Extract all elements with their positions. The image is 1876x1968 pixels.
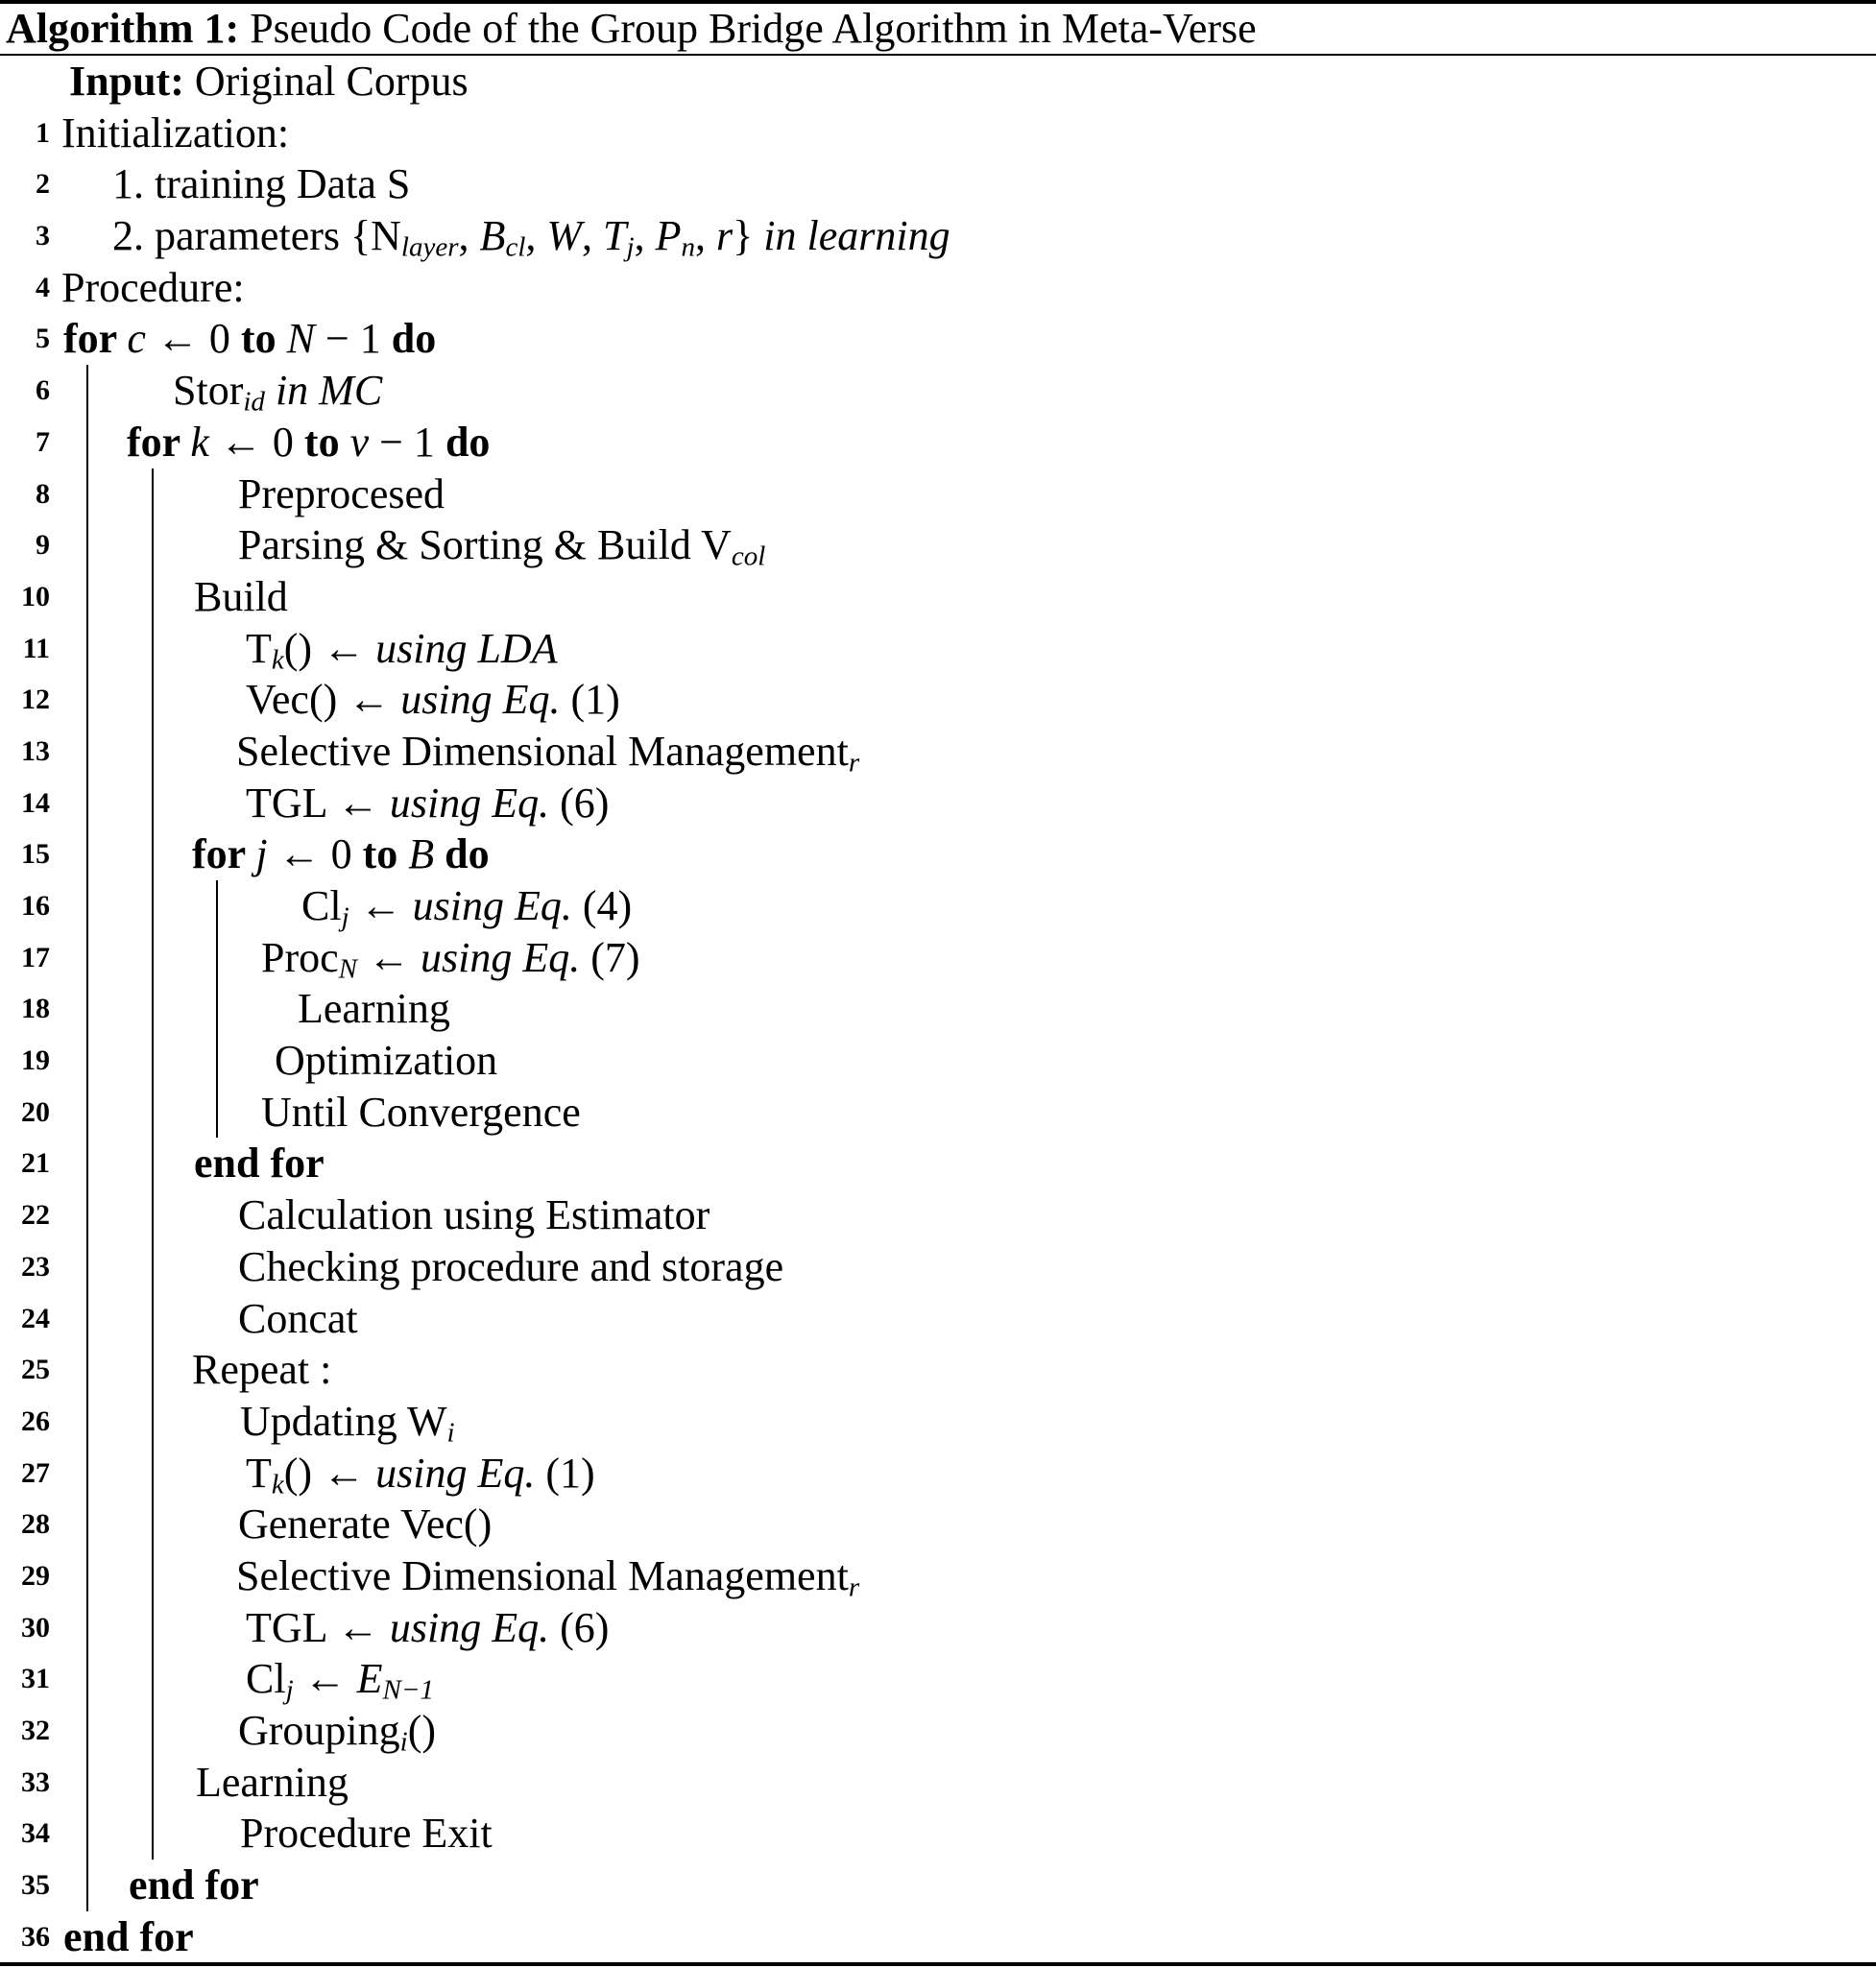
code-line-8 bbox=[0, 468, 1876, 520]
text-segment: r bbox=[848, 1572, 860, 1603]
text-segment: T bbox=[246, 624, 272, 672]
text-segment: Until Convergence bbox=[261, 1088, 581, 1136]
block-rule-1 bbox=[86, 519, 88, 571]
block-rule-1 bbox=[86, 1138, 88, 1189]
line-content bbox=[275, 1035, 1876, 1087]
block-rule-1 bbox=[86, 623, 88, 675]
text-segment: − 1 bbox=[314, 315, 392, 363]
code-line-25 bbox=[0, 1344, 1876, 1396]
block-rule-2 bbox=[152, 674, 154, 726]
text-segment: TGL ← bbox=[246, 1603, 390, 1651]
code-line-15 bbox=[0, 828, 1876, 880]
block-rule-2 bbox=[152, 1499, 154, 1550]
block-rule-1 bbox=[86, 468, 88, 520]
block-rule-2 bbox=[152, 1344, 154, 1396]
text-segment: , bbox=[582, 212, 604, 260]
block-rule-1 bbox=[86, 1448, 88, 1500]
text-segment: Cl bbox=[301, 882, 342, 929]
block-rule-2 bbox=[152, 1241, 154, 1293]
text-segment: , bbox=[458, 212, 480, 260]
code-line-34 bbox=[0, 1808, 1876, 1860]
text-segment: j bbox=[255, 830, 268, 878]
block-rule-1 bbox=[86, 880, 88, 932]
block-rule-2 bbox=[152, 778, 154, 829]
block-rule-1 bbox=[86, 1602, 88, 1654]
text-segment: in MC bbox=[275, 367, 383, 415]
line-number: 27 bbox=[21, 1456, 50, 1489]
text-segment: do bbox=[445, 418, 491, 466]
text-segment: c bbox=[127, 315, 146, 363]
block-rule-1 bbox=[86, 778, 88, 829]
line-number: 35 bbox=[21, 1869, 50, 1902]
code-line-14 bbox=[0, 778, 1876, 829]
text-segment: Stor bbox=[173, 367, 244, 415]
line-content bbox=[238, 1499, 1876, 1550]
text-segment: ← bbox=[357, 933, 421, 981]
text-segment: Procedure Exit bbox=[240, 1810, 493, 1858]
block-rule-2 bbox=[152, 880, 154, 932]
text-segment: j bbox=[285, 1674, 294, 1706]
text-segment: using Eq. bbox=[421, 933, 581, 981]
block-rule-3 bbox=[216, 932, 218, 984]
line-number: 16 bbox=[21, 890, 50, 922]
code-line-35 bbox=[0, 1860, 1876, 1911]
text-segment: (7) bbox=[580, 933, 640, 981]
block-rule-2 bbox=[152, 571, 154, 623]
block-rule-2 bbox=[152, 1138, 154, 1189]
line-number: 5 bbox=[36, 323, 50, 355]
text-segment: B bbox=[479, 212, 506, 260]
line-content bbox=[246, 778, 1876, 829]
code-line-1 bbox=[0, 108, 1876, 159]
code-line-9 bbox=[0, 519, 1876, 571]
block-rule-2 bbox=[152, 1602, 154, 1654]
text-segment: k bbox=[271, 1468, 284, 1500]
text-segment: for bbox=[127, 418, 191, 466]
line-number: 15 bbox=[21, 838, 50, 871]
block-rule-1 bbox=[86, 1808, 88, 1860]
block-rule-2 bbox=[152, 1189, 154, 1241]
text-segment: r bbox=[716, 212, 734, 260]
text-segment: in learning bbox=[763, 212, 950, 260]
text-segment: Cl bbox=[246, 1655, 286, 1703]
line-content bbox=[63, 1911, 1876, 1963]
text-segment: using Eq. bbox=[389, 779, 550, 827]
line-content bbox=[194, 571, 1876, 623]
line-number: 2 bbox=[36, 168, 50, 201]
line-number: 13 bbox=[21, 734, 50, 767]
text-segment: N−1 bbox=[382, 1674, 435, 1706]
block-rule-1 bbox=[86, 365, 88, 417]
text-segment: Original Corpus bbox=[183, 58, 469, 105]
block-rule-1 bbox=[86, 828, 88, 880]
text-segment: (6) bbox=[549, 1603, 610, 1651]
line-number: 8 bbox=[36, 477, 50, 510]
text-segment: (1) bbox=[535, 1449, 595, 1497]
text-segment: Repeat : bbox=[192, 1346, 332, 1394]
line-content bbox=[196, 1757, 1876, 1809]
text-segment: ← bbox=[293, 1655, 357, 1703]
code-line-11 bbox=[0, 623, 1876, 675]
line-content bbox=[192, 828, 1876, 880]
text-segment: end for bbox=[194, 1140, 325, 1188]
text-segment: (6) bbox=[549, 779, 610, 827]
text-segment: to bbox=[303, 418, 340, 466]
block-rule-1 bbox=[86, 726, 88, 778]
block-rule-1 bbox=[86, 1757, 88, 1809]
text-segment: Procedure: bbox=[61, 263, 245, 311]
code-line-30 bbox=[0, 1602, 1876, 1654]
text-segment: do bbox=[445, 830, 490, 878]
block-rule-3 bbox=[216, 1087, 218, 1139]
line-number: 1 bbox=[36, 116, 50, 149]
text-segment: ← bbox=[349, 882, 413, 929]
block-rule-1 bbox=[86, 1241, 88, 1293]
text-segment: using Eq. bbox=[400, 676, 561, 724]
code-line-3 bbox=[0, 210, 1876, 262]
line-content bbox=[69, 56, 1876, 108]
code-line-36 bbox=[0, 1911, 1876, 1963]
code-line-2 bbox=[0, 158, 1876, 210]
text-segment: Calculation using Estimator bbox=[238, 1191, 710, 1239]
text-segment: − 1 bbox=[369, 418, 445, 466]
code-line-28 bbox=[0, 1499, 1876, 1550]
code-line-12 bbox=[0, 674, 1876, 726]
text-segment: E bbox=[356, 1655, 383, 1703]
text-segment: i bbox=[399, 1726, 408, 1758]
code-line-6 bbox=[0, 365, 1876, 417]
text-segment: TGL ← bbox=[246, 779, 390, 827]
block-rule-1 bbox=[86, 983, 88, 1035]
text-segment: end for bbox=[129, 1861, 259, 1909]
line-number: 26 bbox=[21, 1404, 50, 1437]
line-content bbox=[112, 158, 1876, 210]
line-number: 18 bbox=[21, 993, 50, 1025]
line-content bbox=[61, 262, 1876, 314]
text-segment: () ← bbox=[283, 1449, 376, 1497]
text-segment: using Eq. bbox=[389, 1603, 550, 1651]
line-content bbox=[192, 1344, 1876, 1396]
text-segment bbox=[434, 830, 445, 877]
text-segment: () ← bbox=[283, 624, 376, 672]
block-rule-2 bbox=[152, 932, 154, 984]
text-segment: for bbox=[192, 830, 256, 878]
block-rule-1 bbox=[86, 571, 88, 623]
text-segment: j bbox=[626, 231, 635, 263]
line-number: 6 bbox=[36, 374, 50, 407]
text-segment: Selective Dimensional Management bbox=[236, 727, 849, 775]
text-segment: 2. parameters {N bbox=[112, 212, 401, 260]
text-segment: Input: bbox=[69, 58, 184, 105]
text-segment bbox=[397, 830, 408, 877]
line-content bbox=[238, 1189, 1876, 1241]
code-line-27 bbox=[0, 1448, 1876, 1500]
block-rule-1 bbox=[86, 1653, 88, 1705]
text-segment: Selective Dimensional Management bbox=[236, 1551, 849, 1599]
block-rule-1 bbox=[86, 1705, 88, 1757]
text-segment: Proc bbox=[261, 933, 339, 981]
code-line-26 bbox=[0, 1396, 1876, 1448]
line-content bbox=[246, 674, 1876, 726]
code-line-33 bbox=[0, 1757, 1876, 1809]
line-content bbox=[63, 313, 1876, 365]
block-rule-1 bbox=[86, 1344, 88, 1396]
block-rule-1 bbox=[86, 1293, 88, 1345]
code-line-7 bbox=[0, 417, 1876, 468]
code-line-32 bbox=[0, 1705, 1876, 1757]
line-number: 24 bbox=[21, 1302, 50, 1334]
line-content bbox=[246, 1602, 1876, 1654]
text-segment: Build bbox=[194, 572, 288, 620]
text-segment: , bbox=[695, 212, 717, 260]
text-segment: ← 0 bbox=[267, 830, 363, 878]
text-segment: N bbox=[286, 315, 315, 363]
text-segment: Learning bbox=[196, 1758, 349, 1806]
figure-rule-bottom bbox=[0, 1962, 1876, 1966]
text-segment: 1. training Data S bbox=[112, 160, 411, 208]
text-segment: using Eq. bbox=[375, 1449, 536, 1497]
block-rule-2 bbox=[152, 1653, 154, 1705]
line-number: 21 bbox=[21, 1147, 50, 1180]
block-rule-2 bbox=[152, 1808, 154, 1860]
line-number: 33 bbox=[21, 1765, 50, 1798]
block-rule-1 bbox=[86, 1189, 88, 1241]
line-number: 29 bbox=[21, 1559, 50, 1592]
line-number: 22 bbox=[21, 1199, 50, 1232]
block-rule-2 bbox=[152, 1035, 154, 1087]
block-rule-2 bbox=[152, 1757, 154, 1809]
text-segment: W bbox=[546, 212, 583, 260]
block-rule-1 bbox=[86, 1860, 88, 1911]
line-number: 9 bbox=[36, 529, 50, 562]
code-line-29 bbox=[0, 1550, 1876, 1602]
code-line-23 bbox=[0, 1241, 1876, 1293]
text-segment: to bbox=[362, 830, 398, 878]
line-number: 17 bbox=[21, 941, 50, 973]
code-line-21 bbox=[0, 1138, 1876, 1189]
code-line-22 bbox=[0, 1189, 1876, 1241]
code-line-5 bbox=[0, 313, 1876, 365]
text-segment: Checking procedure and storage bbox=[238, 1242, 784, 1290]
block-rule-1 bbox=[86, 674, 88, 726]
text-segment: to bbox=[240, 315, 277, 363]
text-segment: Parsing & Sorting & Build V bbox=[238, 521, 732, 569]
algorithm-caption-text: Pseudo Code of the Group Bridge Algorithm in Meta-Verse bbox=[239, 5, 1257, 52]
text-segment: r bbox=[848, 747, 860, 779]
line-content bbox=[261, 1087, 1876, 1139]
text-segment bbox=[277, 315, 287, 362]
text-segment: j bbox=[341, 901, 349, 933]
block-rule-1 bbox=[86, 1087, 88, 1139]
block-rule-3 bbox=[216, 1035, 218, 1087]
algorithm-caption-label: Algorithm 1: bbox=[6, 5, 240, 52]
block-rule-1 bbox=[86, 932, 88, 984]
code-line-18 bbox=[0, 983, 1876, 1035]
line-number: 30 bbox=[21, 1611, 50, 1644]
block-rule-1 bbox=[86, 417, 88, 468]
text-segment: Vec() ← bbox=[246, 676, 401, 724]
code-line-16 bbox=[0, 880, 1876, 932]
block-rule-2 bbox=[152, 726, 154, 778]
text-segment: N bbox=[338, 953, 358, 985]
text-segment: Concat bbox=[238, 1294, 358, 1342]
text-segment: n bbox=[681, 231, 696, 263]
line-number: 10 bbox=[21, 580, 50, 612]
code-line-10 bbox=[0, 571, 1876, 623]
line-number: 12 bbox=[21, 684, 50, 716]
block-rule-2 bbox=[152, 1550, 154, 1602]
text-segment: , bbox=[525, 212, 547, 260]
line-number: 28 bbox=[21, 1508, 50, 1541]
line-content bbox=[129, 1860, 1876, 1911]
line-number: 20 bbox=[21, 1095, 50, 1128]
text-segment: using Eq. bbox=[412, 882, 572, 929]
text-segment: Updating W bbox=[240, 1397, 447, 1445]
block-rule-1 bbox=[86, 1499, 88, 1550]
text-segment: T bbox=[246, 1449, 272, 1497]
line-number: 3 bbox=[36, 220, 50, 252]
code-line-17 bbox=[0, 932, 1876, 984]
algorithm-caption bbox=[0, 4, 1876, 54]
text-segment: } bbox=[733, 212, 764, 260]
block-rule-3 bbox=[216, 983, 218, 1035]
text-segment: Optimization bbox=[275, 1037, 498, 1085]
text-segment: ← 0 bbox=[208, 418, 304, 466]
line-number: 36 bbox=[21, 1920, 50, 1953]
code-line-31 bbox=[0, 1653, 1876, 1705]
block-rule-2 bbox=[152, 1396, 154, 1448]
block-rule-2 bbox=[152, 1705, 154, 1757]
text-segment: (1) bbox=[560, 676, 620, 724]
text-segment: for bbox=[63, 315, 128, 363]
block-rule-2 bbox=[152, 1087, 154, 1139]
line-content bbox=[240, 1808, 1876, 1860]
text-segment: using LDA bbox=[375, 624, 558, 672]
text-segment: k bbox=[271, 643, 284, 675]
text-segment: col bbox=[731, 540, 766, 572]
text-segment: Preprocesed bbox=[238, 469, 445, 517]
text-segment: Generate Vec() bbox=[238, 1500, 493, 1548]
line-number: 14 bbox=[21, 786, 50, 819]
text-segment bbox=[265, 367, 276, 414]
line-number: 25 bbox=[21, 1354, 50, 1386]
block-rule-1 bbox=[86, 1035, 88, 1087]
code-line-20 bbox=[0, 1087, 1876, 1139]
code-line-4 bbox=[0, 262, 1876, 314]
text-segment: k bbox=[190, 418, 209, 466]
line-number: 7 bbox=[36, 425, 50, 458]
line-content bbox=[298, 983, 1876, 1035]
text-segment: Grouping bbox=[238, 1707, 400, 1754]
block-rule-2 bbox=[152, 828, 154, 880]
text-segment bbox=[340, 419, 350, 466]
block-rule-3 bbox=[216, 880, 218, 932]
text-segment: do bbox=[391, 315, 437, 363]
line-content bbox=[238, 1293, 1876, 1345]
line-content bbox=[127, 417, 1876, 468]
text-segment: v bbox=[349, 418, 370, 466]
block-rule-2 bbox=[152, 468, 154, 520]
text-segment: B bbox=[408, 830, 435, 878]
block-rule-1 bbox=[86, 1396, 88, 1448]
line-content bbox=[238, 1241, 1876, 1293]
line-number: 34 bbox=[21, 1817, 50, 1850]
text-segment: Initialization: bbox=[61, 108, 290, 156]
line-number: 23 bbox=[21, 1250, 50, 1283]
line-number: 11 bbox=[22, 632, 50, 664]
text-segment: , bbox=[634, 212, 656, 260]
text-segment: end for bbox=[63, 1912, 194, 1960]
line-content bbox=[238, 468, 1876, 520]
text-segment: P bbox=[655, 212, 682, 260]
code-line-24 bbox=[0, 1293, 1876, 1345]
block-rule-2 bbox=[152, 983, 154, 1035]
line-number: 32 bbox=[21, 1715, 50, 1746]
block-rule-2 bbox=[152, 519, 154, 571]
text-segment: () bbox=[407, 1707, 437, 1754]
line-number: 31 bbox=[21, 1663, 50, 1695]
block-rule-2 bbox=[152, 1293, 154, 1345]
text-segment: ← 0 bbox=[145, 315, 241, 363]
algorithm-body bbox=[0, 56, 1876, 1962]
block-rule-2 bbox=[152, 623, 154, 675]
text-segment: Learning bbox=[298, 985, 450, 1033]
code-line-19 bbox=[0, 1035, 1876, 1087]
text-segment: layer bbox=[400, 231, 459, 263]
block-rule-2 bbox=[152, 1448, 154, 1500]
text-segment: T bbox=[603, 212, 627, 260]
text-segment: i bbox=[446, 1417, 455, 1449]
line-content bbox=[194, 1138, 1876, 1189]
code-line-13 bbox=[0, 726, 1876, 778]
input-line bbox=[0, 56, 1876, 108]
block-rule-1 bbox=[86, 1550, 88, 1602]
line-content bbox=[61, 108, 1876, 159]
text-segment: id bbox=[243, 386, 265, 418]
line-number: 19 bbox=[21, 1044, 50, 1077]
text-segment: (4) bbox=[571, 882, 633, 929]
line-number: 4 bbox=[36, 271, 50, 303]
text-segment: cl bbox=[505, 231, 526, 263]
